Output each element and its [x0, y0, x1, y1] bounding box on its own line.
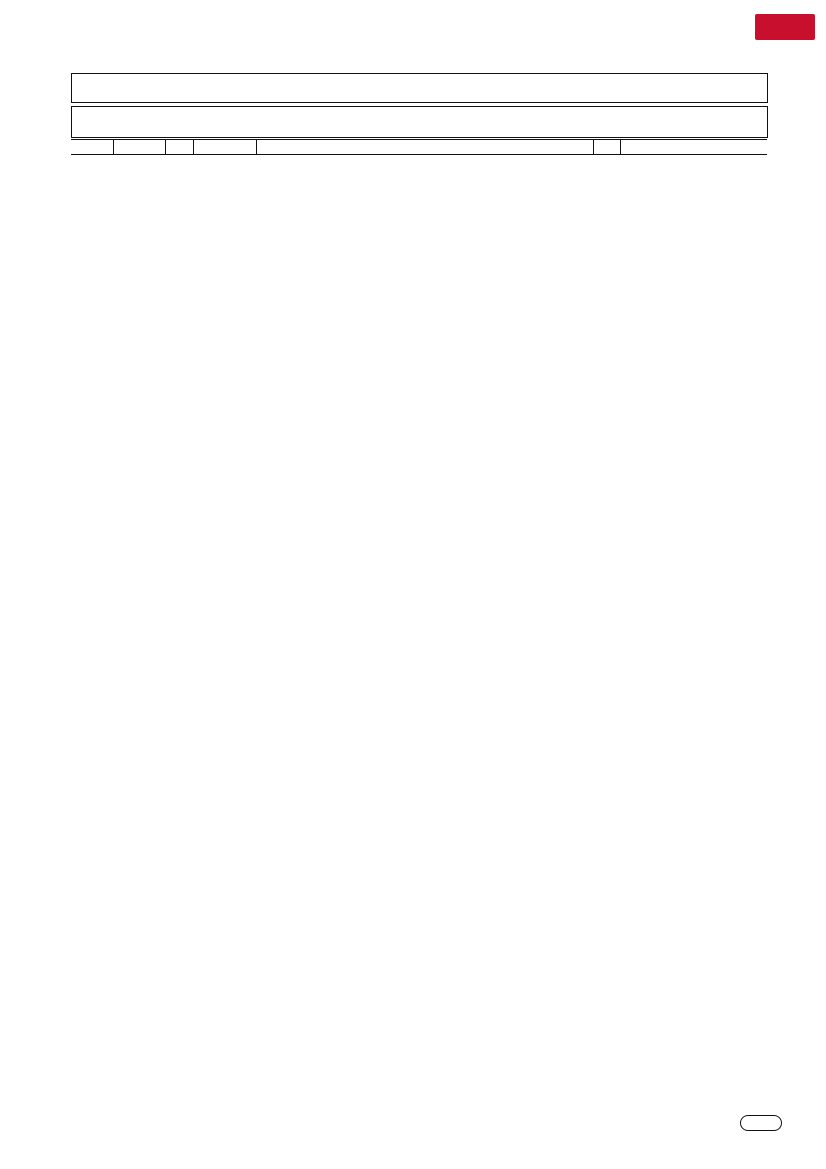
group-number	[71, 73, 768, 103]
kubik-logo	[755, 14, 815, 40]
section-title	[71, 106, 768, 138]
column-header-row	[71, 139, 767, 155]
zetor-footer-logo	[740, 1115, 782, 1131]
kubik-zetor-logo	[755, 14, 815, 62]
